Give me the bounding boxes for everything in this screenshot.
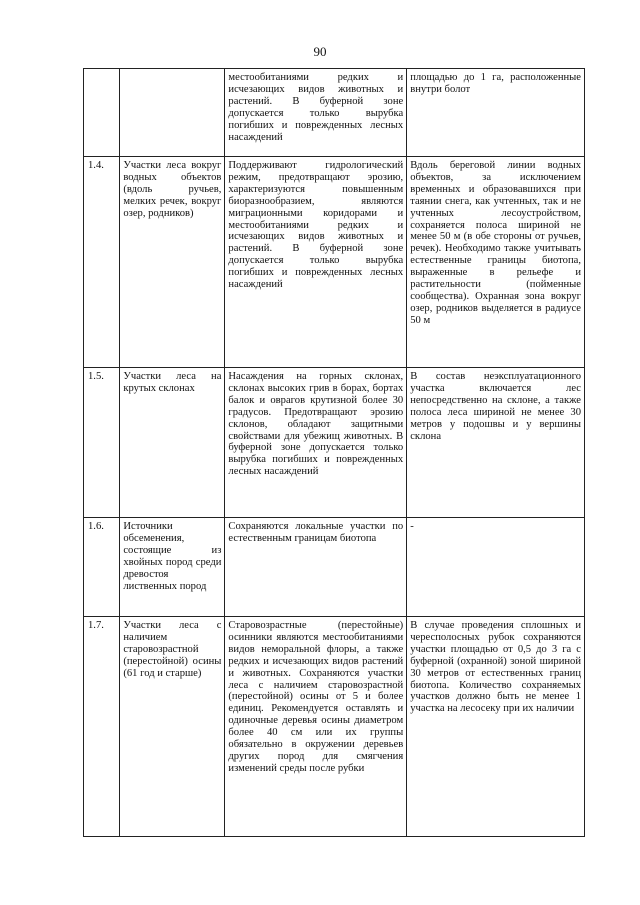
row-mode: В случае проведения сплошных и чересполосных рубок сохраняются участки площадью от 0,5 до 3 га с буферной (охранной) зоной шириной 30 метров от естественных границ биотопа. Количество сохраняемых участков должно быть не менее 1 участка на лесосеку при их наличии <box>407 617 585 837</box>
row-description: Сохраняются локальные участки по естественным границам биотопа <box>225 518 407 617</box>
table-row <box>84 157 585 368</box>
table-row <box>84 617 585 837</box>
row-number: 1.4. <box>84 157 120 368</box>
row-number: 1.5. <box>84 368 120 518</box>
row-number: 1.6. <box>84 518 120 617</box>
table-row <box>84 518 585 617</box>
row-description: местообитаниями редких и исчезающих видов животных и растений. В буферной зоне допускается только вырубка погибших и поврежденных лесных насаждений <box>225 69 407 157</box>
table-row <box>84 368 585 518</box>
row-name: Участки леса вокруг водных объектов (вдоль ручьев, мелких речек, вокруг озер, родников) <box>120 157 225 368</box>
row-number: 1.7. <box>84 617 120 837</box>
protection-zones-table <box>83 68 585 837</box>
row-name: Источники обсеменения, состоящие из хвойных пород среди древостоя лиственных пород <box>120 518 225 617</box>
row-name: Участки леса с наличием старовозрастной (перестойной) осины (61 год и старше) <box>120 617 225 837</box>
row-number <box>84 69 120 157</box>
row-description: Поддерживают гидрологический режим, предотвращают эрозию, характеризуются повышенным биоразнообразием, являются миграционными коридорами и местообитаниями редких и исчезающих видов животных и растений. В буферной зоне допускается только вырубка погибших и поврежденных лесных насаждений <box>225 157 407 368</box>
row-mode: Вдоль береговой линии водных объектов, за исключением временных и образовавшихся при таянии снега, как учтенных, так и не учтенных лесоустройством, сохраняется полоса шириной не менее 50 м (в обе стороны от ручьев, речек). Необходимо также учитывать естественные границы биотопа, выраженные в рельефе и растительности (пойменные сообщества). Охранная зона вокруг озер, родников выделяется в радиусе 50 м <box>407 157 585 368</box>
table-row <box>84 69 585 157</box>
row-description: Старовозрастные (перестойные) осинники являются местообитаниями видов неморальной флоры, а также редких и исчезающих видов растений и животных. Сохраняются участки леса с наличием старовозрастной (перестойной) осины от 5 и более единиц. Рекомендуется оставлять и одиночные деревья осины диаметром более 40 см или их группы обязательно в окружении деревьев других пород для смягчения изменений среды после рубки <box>225 617 407 837</box>
row-mode: площадью до 1 га, расположенные внутри болот <box>407 69 585 157</box>
row-mode: В состав неэксплуатационного участка включается лес непосредственно на склоне, а также полоса леса шириной не менее 30 метров у подошвы и у вершины склона <box>407 368 585 518</box>
row-description: Насаждения на горных склонах, склонах высоких грив в борах, бортах балок и оврагов крутизной более 30 градусов. Предотвращают эрозию склонов, обладают защитными свойствами для убежищ животных. В буферной зоне допускается только вырубка погибших и поврежденных лесных насаждений <box>225 368 407 518</box>
row-name: Участки леса на крутых склонах <box>120 368 225 518</box>
row-name <box>120 69 225 157</box>
row-mode: - <box>407 518 585 617</box>
page-number: 90 <box>313 44 327 59</box>
